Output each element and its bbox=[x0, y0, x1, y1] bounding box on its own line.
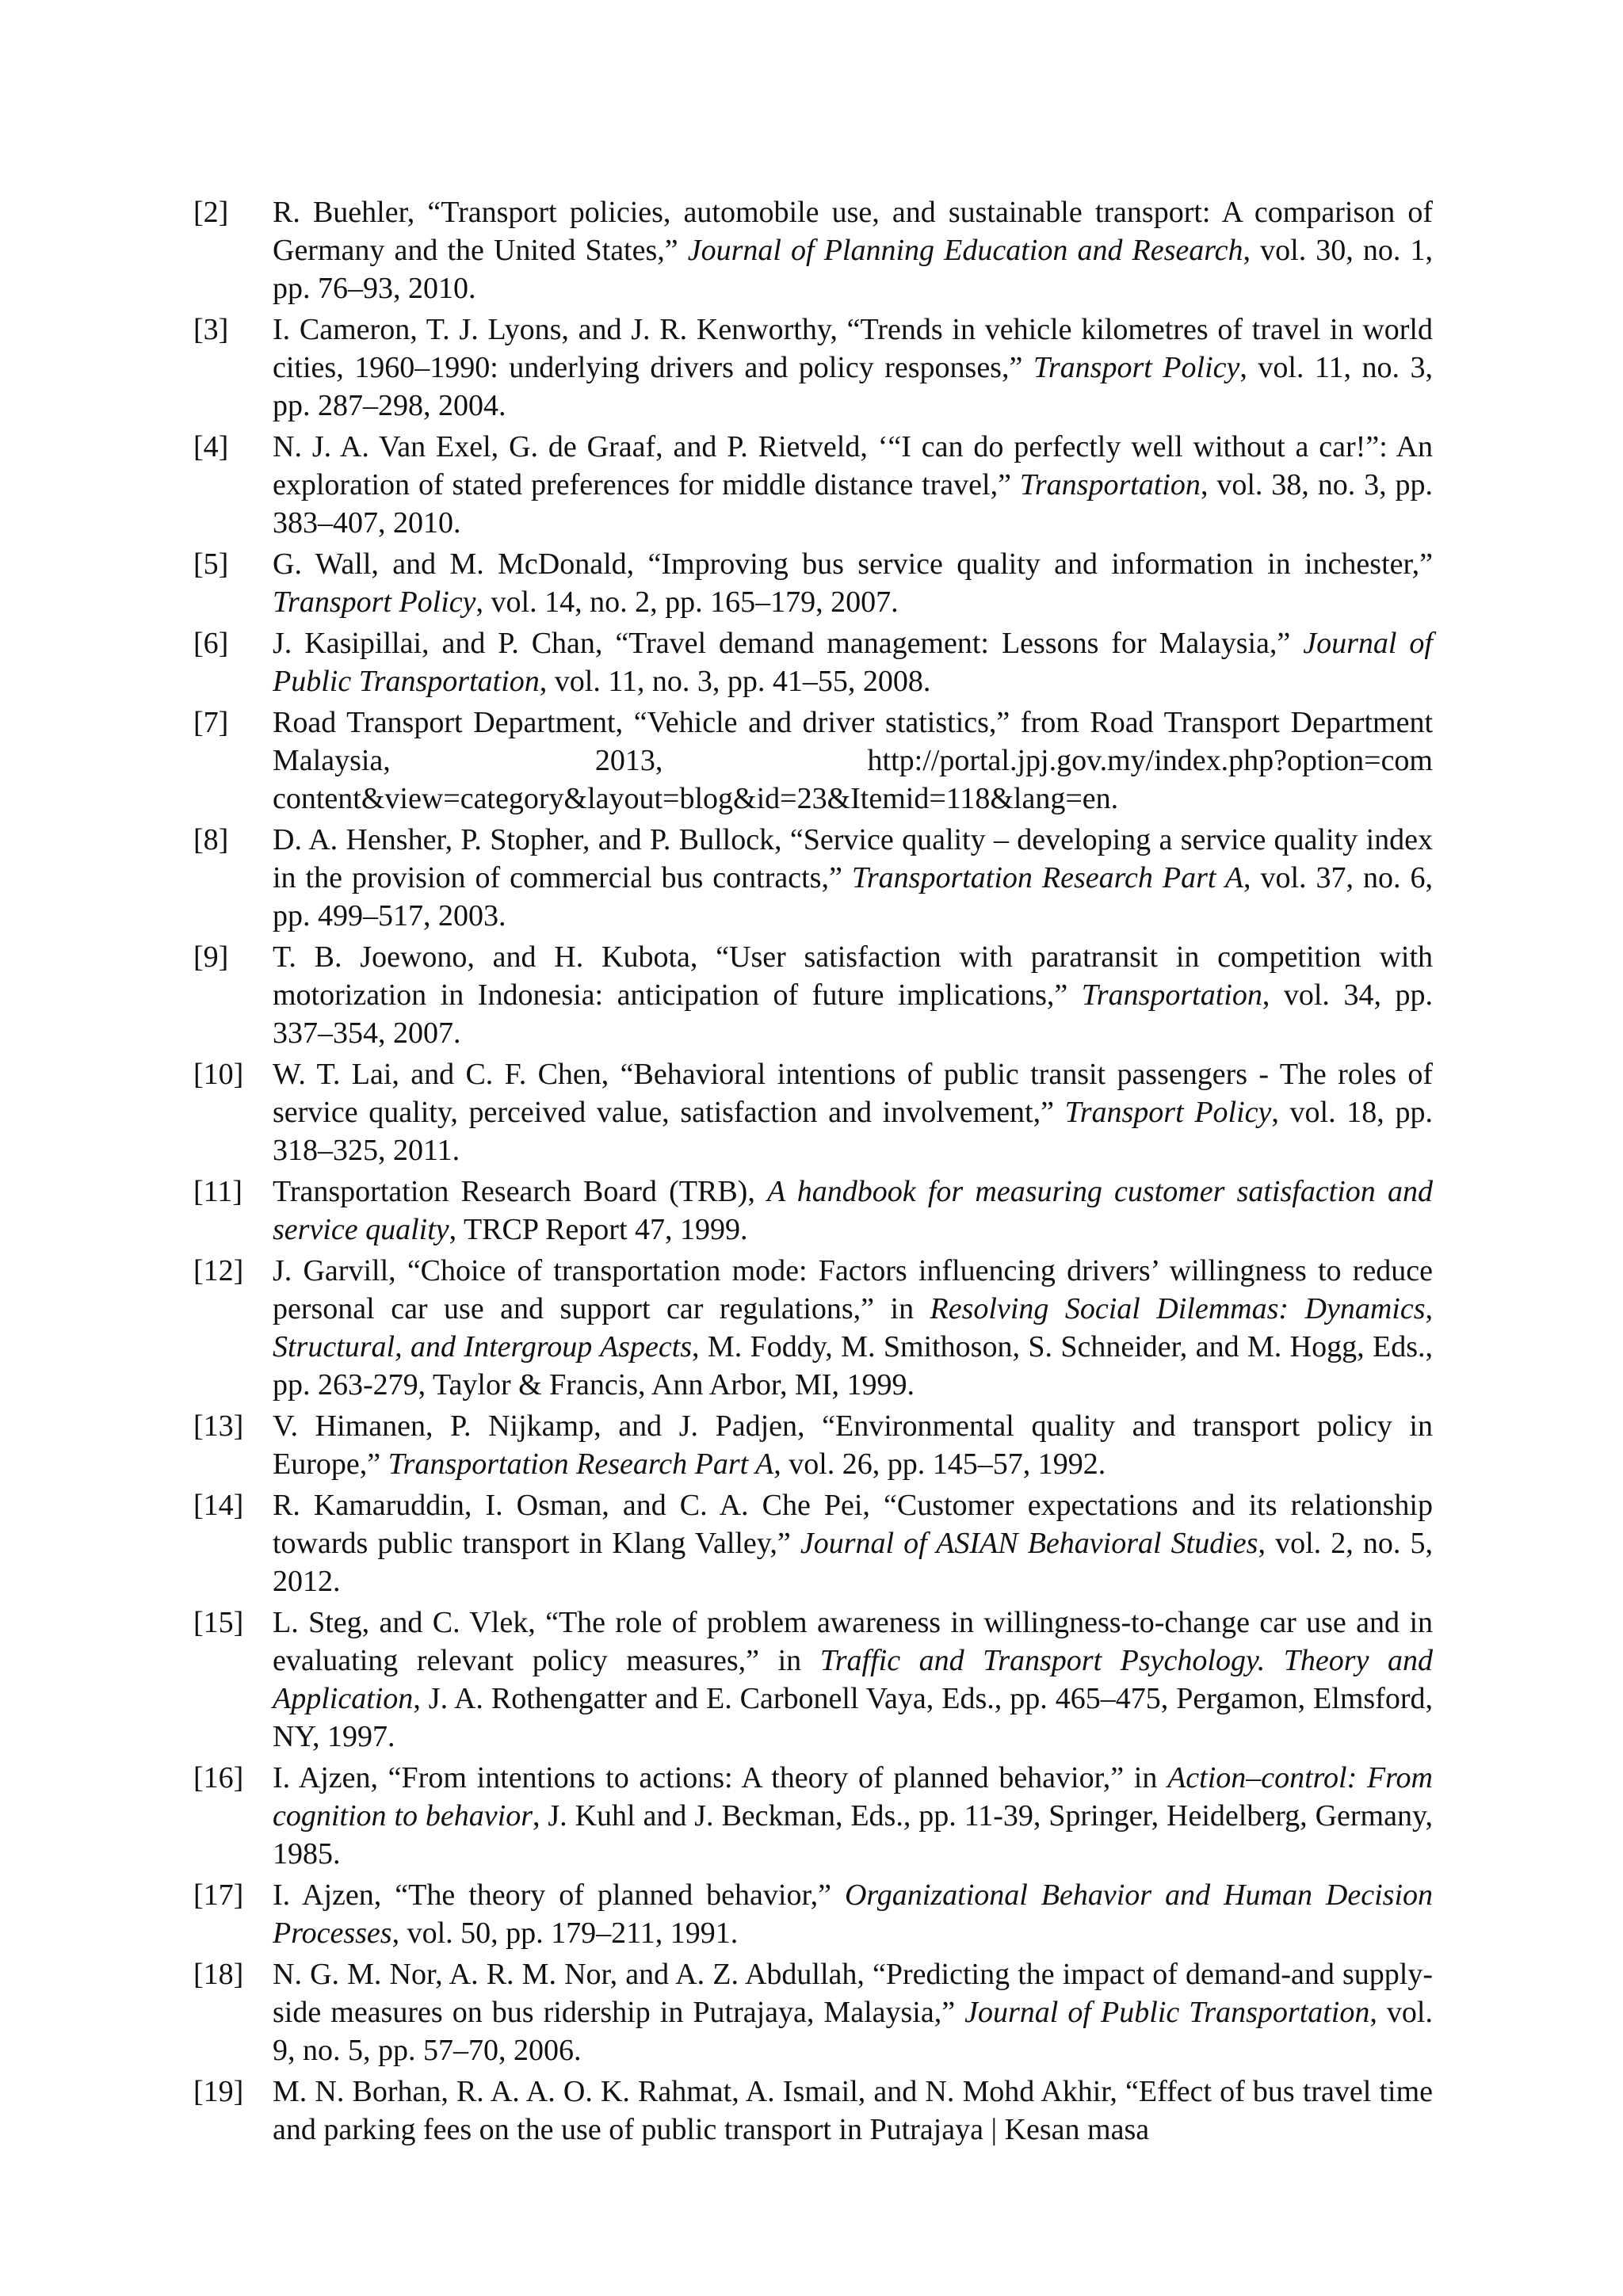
reference-text bbox=[273, 1606, 1433, 1753]
reference-text bbox=[273, 1058, 1433, 1167]
reference-entry bbox=[193, 1759, 1433, 1873]
reference-entry bbox=[193, 1604, 1433, 1756]
reference-text-part: , vol. 50, pp. 179–211, 1991. bbox=[391, 1917, 739, 1950]
reference-source-title: Transportation bbox=[1019, 468, 1201, 502]
reference-text-part: M. N. Borhan, R. A. A. O. K. Rahmat, A. Ismail, and N. Mohd Akhir, “Effect of bus travel time and parking fees on the use of public transport in Putrajaya | Kesan masa bbox=[273, 2075, 1433, 2146]
reference-text-part: , vol. 14, no. 2, pp. 165–179, 2007. bbox=[475, 585, 899, 619]
reference-text-part: I. Ajzen, “The theory of planned behavior,” bbox=[273, 1878, 845, 1912]
reference-text-part: , vol. 37, no. 6, pp. 499–517, 2003. bbox=[273, 861, 1433, 933]
reference-text-part: T. B. Joewono, and H. Kubota, “User satisfaction with paratransit in competition with motorization in Indonesia: anticipation of future implications,” bbox=[273, 940, 1433, 1012]
reference-source-title: Transport Policy bbox=[273, 585, 476, 619]
reference-entry bbox=[193, 2073, 1433, 2149]
reference-text bbox=[273, 823, 1433, 933]
reference-number: [3] bbox=[193, 313, 229, 346]
reference-number: [8] bbox=[193, 823, 229, 856]
reference-entry bbox=[193, 311, 1433, 425]
reference-number: [14] bbox=[193, 1489, 244, 1522]
reference-number: [4] bbox=[193, 430, 229, 463]
reference-source-title: Transportation bbox=[1081, 978, 1262, 1012]
reference-list bbox=[193, 193, 1433, 2149]
reference-text-part: , J. Kuhl and J. Beckman, Eds., pp. 11-39, Springer, Heidelberg, Germany, 1985. bbox=[273, 1799, 1433, 1871]
reference-entry bbox=[193, 545, 1433, 621]
reference-text-part: , vol. 2, no. 5, 2012. bbox=[273, 1527, 1434, 1598]
reference-entry bbox=[193, 1486, 1433, 1600]
reference-source-title: Transportation Research Part A bbox=[388, 1447, 774, 1481]
reference-text-part: I. Ajzen, “From intentions to actions: A theory of planned behavior,” in bbox=[273, 1761, 1168, 1794]
reference-entry bbox=[193, 193, 1433, 307]
reference-text bbox=[273, 2075, 1433, 2146]
reference-text bbox=[273, 1254, 1433, 1402]
reference-text-part: Road Transport Department, “Vehicle and driver statistics,” from Road Transport Department Malaysia, 2013, http://portal.jpj.gov.my/index.php?option=com content&view=category&layout=blog&id=23&Itemid=118&lang=en. bbox=[273, 706, 1433, 815]
reference-text bbox=[273, 706, 1433, 815]
reference-entry bbox=[193, 821, 1433, 935]
reference-source-title: A handbook for measuring customer satisfaction and service quality bbox=[273, 1175, 1434, 1246]
reference-text-part: D. A. Hensher, P. Stopher, and P. Bullock, “Service quality – developing a service quality index in the provision of commercial bus contracts,” bbox=[273, 823, 1433, 894]
reference-number: [13] bbox=[193, 1409, 244, 1443]
reference-source-title: Transport Policy bbox=[1033, 351, 1240, 384]
reference-text bbox=[273, 547, 1433, 619]
reference-text-part: J. Garvill, “Choice of transportation mode: Factors influencing drivers’ willingness to reduce personal car use and support car regulations,” in bbox=[273, 1254, 1433, 1325]
reference-text-part: , vol. 26, pp. 145–57, 1992. bbox=[773, 1447, 1106, 1481]
reference-text-part: L. Steg, and C. Vlek, “The role of problem awareness in willingness-to-change car use and in evaluating relevant policy measures,” in bbox=[273, 1606, 1433, 1677]
reference-text bbox=[273, 940, 1433, 1050]
reference-source-title: Transport Policy bbox=[1064, 1096, 1272, 1129]
reference-text-part: , vol. 18, pp. 318–325, 2011. bbox=[273, 1096, 1433, 1167]
reference-entry bbox=[193, 938, 1433, 1052]
reference-text-part: , M. Foddy, M. Smithoson, S. Schneider, and M. Hogg, Eds., pp. 263-279, Taylor & Francis, Ann Arbor, MI, 1999. bbox=[273, 1330, 1433, 1402]
reference-number: [16] bbox=[193, 1761, 244, 1794]
reference-number: [7] bbox=[193, 706, 229, 739]
reference-text-part: V. Himanen, P. Nijkamp, and J. Padjen, “Environmental quality and transport policy in Europe,” bbox=[273, 1409, 1433, 1481]
reference-text-part: J. Kasipillai, and P. Chan, “Travel demand management: Lessons for Malaysia,” bbox=[273, 627, 1304, 660]
reference-number: [15] bbox=[193, 1606, 244, 1639]
reference-text-part: N. J. A. Van Exel, G. de Graaf, and P. Rietveld, ‘“I can do perfectly well without a car!”: An exploration of stated preferences for middle distance travel,” bbox=[273, 430, 1433, 502]
reference-entry bbox=[193, 428, 1433, 542]
reference-number: [12] bbox=[193, 1254, 244, 1287]
reference-entry bbox=[193, 1055, 1433, 1169]
reference-entry bbox=[193, 1407, 1433, 1483]
reference-text bbox=[273, 1175, 1433, 1246]
reference-entry bbox=[193, 1252, 1433, 1404]
reference-text bbox=[273, 1489, 1433, 1598]
reference-text bbox=[273, 1958, 1433, 2067]
reference-text-part: , vol. 11, no. 3, pp. 287–298, 2004. bbox=[273, 351, 1433, 422]
reference-source-title: Resolving Social Dilemmas: Dynamics, Structural, and Intergroup Aspects bbox=[273, 1292, 1433, 1363]
reference-text bbox=[273, 627, 1433, 698]
reference-text-part: , vol. 9, no. 5, pp. 57–70, 2006. bbox=[273, 1996, 1433, 2067]
reference-entry bbox=[193, 1173, 1433, 1249]
reference-entry bbox=[193, 704, 1433, 818]
reference-number: [11] bbox=[193, 1175, 242, 1208]
reference-text-part: , vol. 11, no. 3, pp. 41–55, 2008. bbox=[539, 665, 931, 698]
reference-text-part: I. Cameron, T. J. Lyons, and J. R. Kenworthy, “Trends in vehicle kilometres of travel in world cities, 1960–1990: underlying drivers and policy responses,” bbox=[273, 313, 1433, 384]
reference-number: [10] bbox=[193, 1058, 244, 1091]
reference-source-title: Journal of Planning Education and Research bbox=[687, 234, 1243, 267]
reference-text bbox=[273, 1878, 1433, 1950]
reference-number: [19] bbox=[193, 2075, 244, 2108]
reference-entry bbox=[193, 1955, 1433, 2069]
reference-source-title: Traffic and Transport Psychology. Theory and Application bbox=[273, 1644, 1433, 1715]
reference-text bbox=[273, 430, 1433, 540]
reference-text-part: , vol. 30, no. 1, pp. 76–93, 2010. bbox=[273, 234, 1433, 305]
reference-text-part: , J. A. Rothengatter and E. Carbonell Vaya, Eds., pp. 465–475, Pergamon, Elmsford, NY, 1997. bbox=[273, 1682, 1433, 1753]
reference-text-part: G. Wall, and M. McDonald, “Improving bus service quality and information in inchester,” bbox=[273, 547, 1433, 581]
reference-text-part: N. G. M. Nor, A. R. M. Nor, and A. Z. Abdullah, “Predicting the impact of demand-and supply-side measures on bus ridership in Putrajaya, Malaysia,” bbox=[273, 1958, 1433, 2029]
reference-text-part: W. T. Lai, and C. F. Chen, “Behavioral intentions of public transit passengers - The roles of service quality, perceived value, satisfaction and involvement,” bbox=[273, 1058, 1433, 1129]
reference-text bbox=[273, 1409, 1433, 1481]
reference-source-title: Journal of Public Transportation bbox=[964, 1996, 1370, 2029]
reference-text-part: , vol. 38, no. 3, pp. 383–407, 2010. bbox=[273, 468, 1433, 540]
reference-text-part: R. Kamaruddin, I. Osman, and C. A. Che Pei, “Customer expectations and its relationship towards public transport in Klang Valley,” bbox=[273, 1489, 1433, 1560]
reference-text-part: R. Buehler, “Transport policies, automobile use, and sustainable transport: A comparison of Germany and the United States,” bbox=[273, 196, 1433, 267]
reference-text-part: , TRCP Report 47, 1999. bbox=[449, 1213, 748, 1246]
reference-source-title: Journal of ASIAN Behavioral Studies bbox=[800, 1527, 1258, 1560]
reference-number: [17] bbox=[193, 1878, 244, 1912]
reference-number: [6] bbox=[193, 627, 229, 660]
reference-source-title: Organizational Behavior and Human Decision Processes bbox=[273, 1878, 1434, 1950]
reference-source-title: Action–control: From cognition to behavior bbox=[273, 1761, 1433, 1833]
reference-text-part: , vol. 34, pp. 337–354, 2007. bbox=[273, 978, 1433, 1050]
reference-text bbox=[273, 313, 1433, 422]
reference-text-part: Transportation Research Board (TRB), bbox=[273, 1175, 768, 1208]
reference-number: [5] bbox=[193, 547, 229, 581]
reference-number: [2] bbox=[193, 196, 229, 229]
reference-entry bbox=[193, 624, 1433, 700]
reference-source-title: Transportation Research Part A bbox=[851, 861, 1243, 894]
reference-text bbox=[273, 196, 1433, 305]
reference-number: [18] bbox=[193, 1958, 244, 1991]
reference-entry bbox=[193, 1876, 1433, 1952]
reference-source-title: Journal of Public Transportation bbox=[273, 627, 1433, 698]
reference-number: [9] bbox=[193, 940, 229, 974]
reference-text bbox=[273, 1761, 1433, 1871]
